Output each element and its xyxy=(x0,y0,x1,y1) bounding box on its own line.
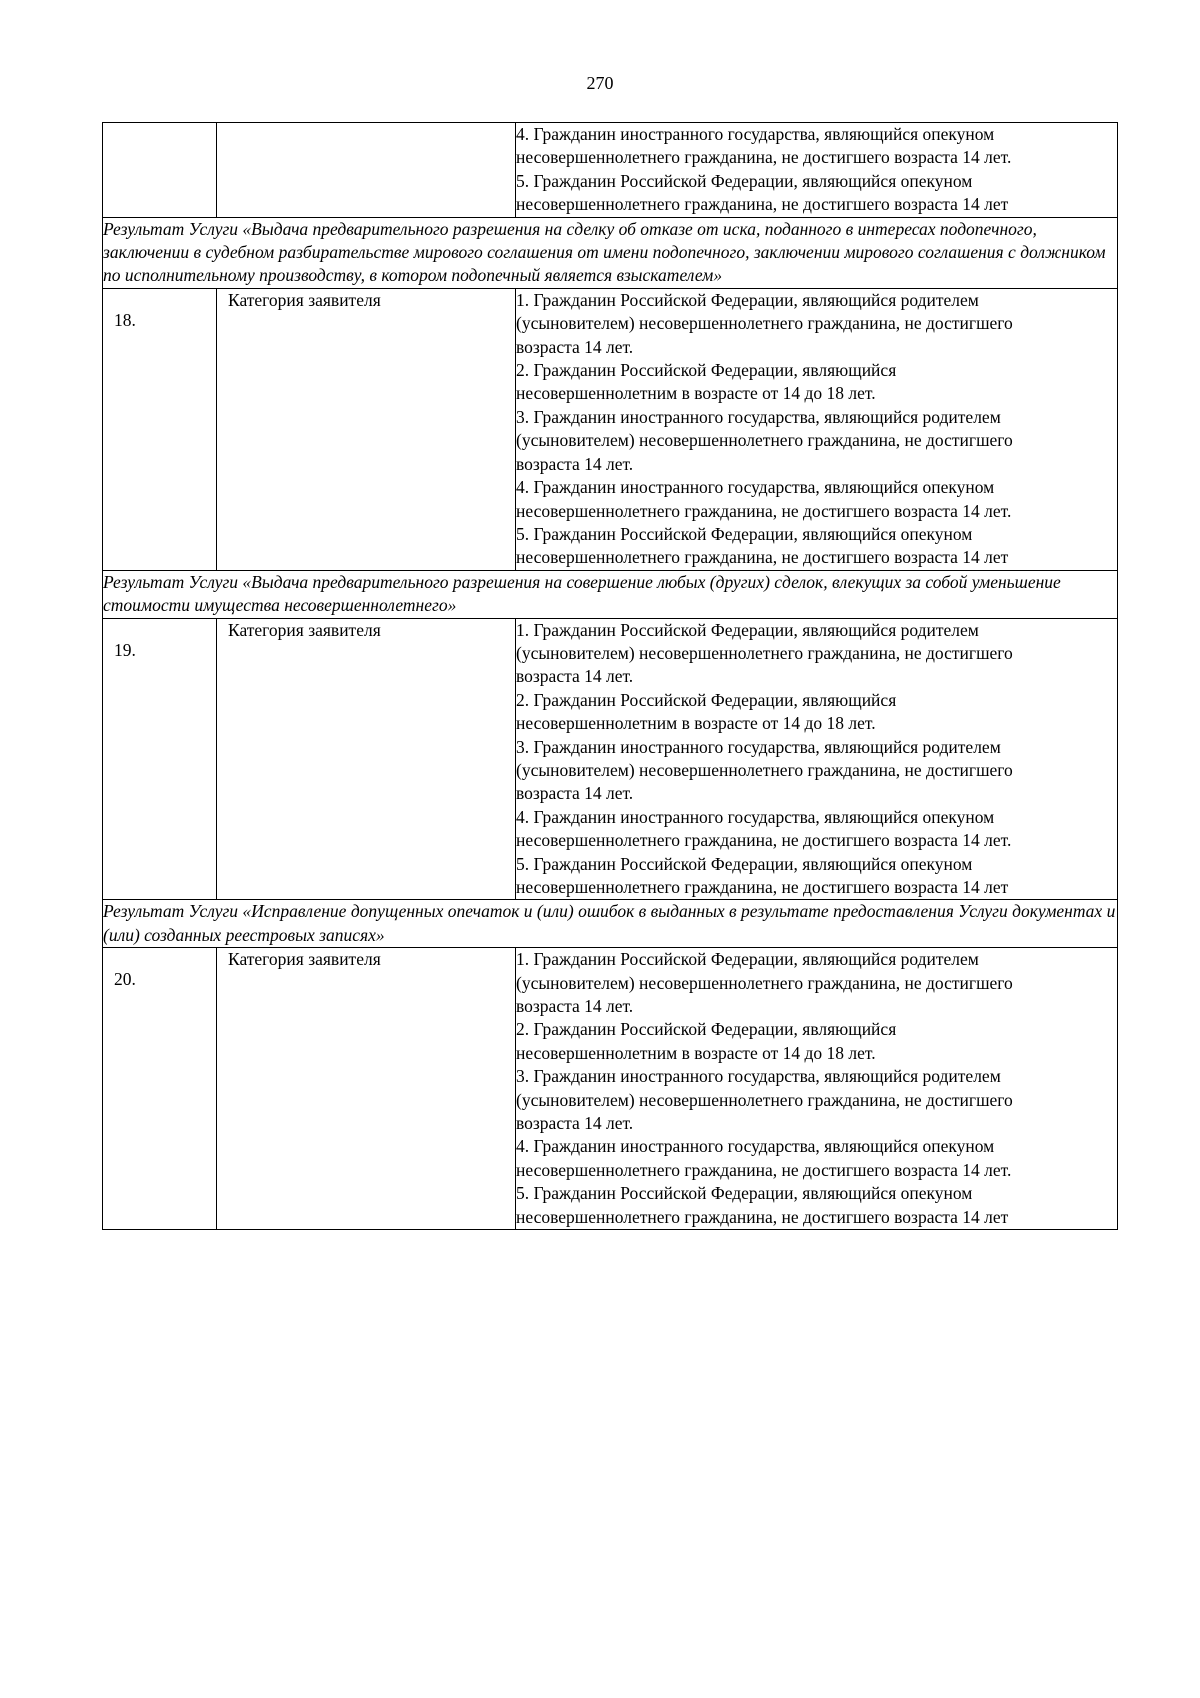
list-item: 5. Гражданин Российской Федерации, являющийся опекуном несовершеннолетнего гражданина, не достигшего возраста 14 лет xyxy=(516,1183,1009,1227)
applicant-list-cell xyxy=(516,123,1118,218)
table-row xyxy=(103,618,1118,900)
page-number: 270 xyxy=(586,73,614,93)
list-item: 4. Гражданин иностранного государства, являющийся опекуном несовершеннолетнего гражданина, не достигшего возраста 14 лет. xyxy=(516,124,1012,168)
list-item: 4. Гражданин иностранного государства, являющийся опекуном несовершеннолетнего гражданина, не достигшего возраста 14 лет. xyxy=(516,1136,1012,1180)
list-item: 2. Гражданин Российской Федерации, являющийся несовершеннолетним в возрасте от 14 до 18 лет. xyxy=(516,1019,897,1063)
row-number-cell xyxy=(103,948,217,1230)
list-item: 5. Гражданин Российской Федерации, являющийся опекуном несовершеннолетнего гражданина, не достигшего возраста 14 лет xyxy=(516,853,1009,897)
table-row xyxy=(103,948,1118,1230)
applicant-list-cell xyxy=(516,948,1118,1230)
applicant-category-table xyxy=(102,122,1118,1230)
row-number-cell xyxy=(103,288,217,570)
category-cell xyxy=(217,948,516,1230)
result-heading: Результат Услуги «Выдача предварительного разрешения на сделку об отказе от иска, поданного в интересах подопечного, заключении в судебном разбирательстве мирового соглашения от имени подопечного, заключении мирового соглашения с должником по исполнительному производству, в котором подопечный является взыскателем» xyxy=(103,217,1118,288)
list-item: 4. Гражданин иностранного государства, являющийся опекуном несовершеннолетнего гражданина, не достигшего возраста 14 лет. xyxy=(516,806,1012,851)
row-number-cell xyxy=(103,123,217,218)
list-item: 4. Гражданин иностранного государства, являющийся опекуном несовершеннолетнего гражданина, не достигшего возраста 14 лет. xyxy=(516,477,1012,521)
applicant-list-cell xyxy=(516,618,1118,900)
list-item: 3. Гражданин иностранного государства, являющийся родителем (усыновителем) несовершеннолетнего гражданина, не достигшего возраста 14 лет. xyxy=(516,1066,1013,1134)
category-cell xyxy=(217,123,516,218)
row-number: 19. xyxy=(114,639,136,660)
row-number: 20. xyxy=(114,969,136,990)
row-number-cell xyxy=(103,618,217,900)
category-label: Категория заявителя xyxy=(228,289,381,310)
result-heading-row xyxy=(103,570,1118,618)
result-heading-row xyxy=(103,217,1118,288)
result-heading: Результат Услуги «Выдача предварительного разрешения на совершение любых (других) сделок, влекущих за собой уменьшение стоимости имущества несовершеннолетнего» xyxy=(103,570,1118,618)
category-label: Категория заявителя xyxy=(228,619,381,640)
list-item: 3. Гражданин иностранного государства, являющийся родителем (усыновителем) несовершеннолетнего гражданина, не достигшего возраста 14 лет. xyxy=(516,406,1013,474)
table-row xyxy=(103,123,1118,218)
result-heading: Результат Услуги «Исправление допущенных опечаток и (или) ошибок в выданных в результате предоставления Услуги документах и (или) созданных реестровых записях» xyxy=(103,900,1118,948)
list-item: 2. Гражданин Российской Федерации, являющийся несовершеннолетним в возрасте от 14 до 18 лет. xyxy=(516,360,897,404)
list-item: 3. Гражданин иностранного государства, являющийся родителем (усыновителем) несовершеннолетнего гражданина, не достигшего возраста 14 лет. xyxy=(516,736,1013,804)
applicant-list-cell xyxy=(516,288,1118,570)
category-cell xyxy=(217,618,516,900)
category-cell xyxy=(217,288,516,570)
list-item: 1. Гражданин Российской Федерации, являющийся родителем (усыновителем) несовершеннолетнего гражданина, не достигшего возраста 14 лет. xyxy=(516,949,1013,1017)
list-item: 5. Гражданин Российской Федерации, являющийся опекуном несовершеннолетнего гражданина, не достигшего возраста 14 лет xyxy=(516,523,1009,568)
list-item: 5. Гражданин Российской Федерации, являющийся опекуном несовершеннолетнего гражданина, не достигшего возраста 14 лет xyxy=(516,170,1009,215)
list-item: 1. Гражданин Российской Федерации, являющийся родителем (усыновителем) несовершеннолетнего гражданина, не достигшего возраста 14 лет. xyxy=(516,289,1013,357)
row-number: 18. xyxy=(114,309,136,330)
category-label: Категория заявителя xyxy=(228,949,381,970)
list-item: 1. Гражданин Российской Федерации, являющийся родителем (усыновителем) несовершеннолетнего гражданина, не достигшего возраста 14 лет. xyxy=(516,619,1013,687)
table-row xyxy=(103,288,1118,570)
result-heading-row xyxy=(103,900,1118,948)
list-item: 2. Гражданин Российской Федерации, являющийся несовершеннолетним в возрасте от 14 до 18 лет. xyxy=(516,689,897,734)
